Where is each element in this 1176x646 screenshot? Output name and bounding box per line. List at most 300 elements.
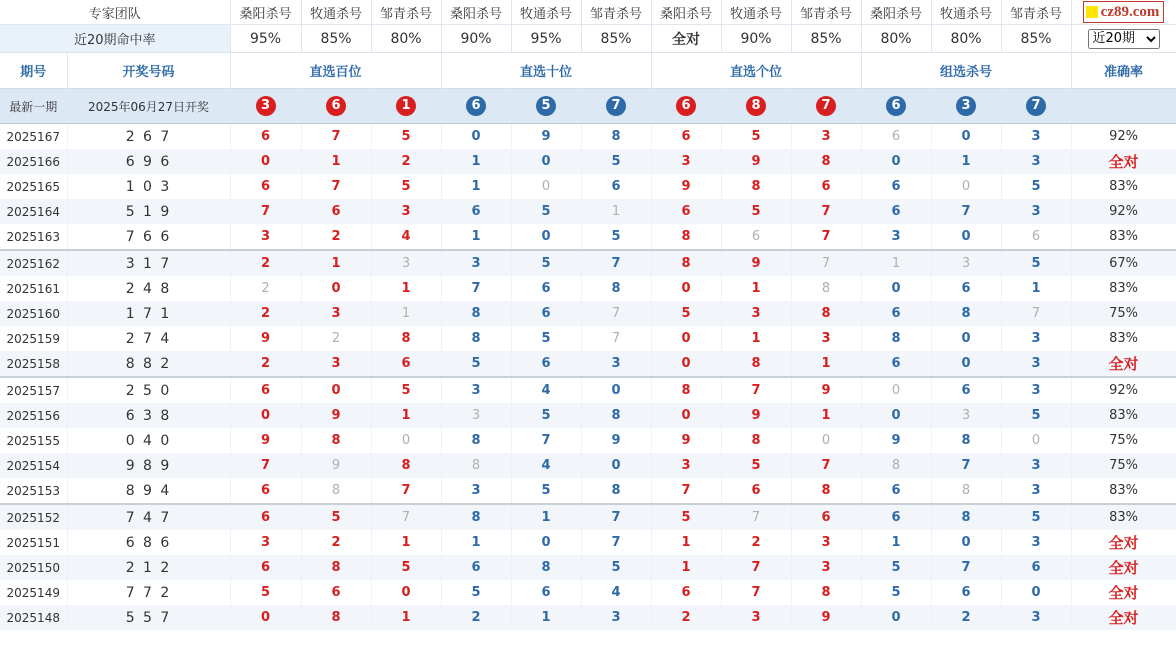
- kill-number-cell: [721, 530, 791, 555]
- kill-number-cell: [230, 403, 301, 428]
- kill-number: 2: [260, 306, 271, 321]
- kill-number-cell: [581, 224, 651, 250]
- kill-number-cell: [230, 580, 301, 605]
- winning-number: 6 8 6: [67, 530, 230, 555]
- kill-number: 7: [541, 433, 551, 448]
- kill-number: 0: [961, 356, 971, 371]
- kill-number-cell: [301, 224, 371, 250]
- kill-number: 1: [471, 535, 481, 550]
- latest-ball-cell: [230, 89, 301, 124]
- table-row: [0, 403, 1176, 428]
- kill-number-cell: [301, 250, 371, 276]
- kill-number-cell: [1001, 199, 1071, 224]
- kill-number: 8: [471, 458, 481, 473]
- kill-number: 7: [961, 458, 971, 473]
- kill-number-cell: [931, 149, 1001, 174]
- latest-ball-cell: [861, 89, 931, 124]
- kill-number-cell: [931, 351, 1001, 377]
- kill-number: 5: [611, 560, 621, 575]
- kill-number: 6: [260, 510, 271, 525]
- kill-number-cell: [931, 555, 1001, 580]
- accuracy: 75%: [1071, 301, 1176, 326]
- kill-number-cell: [721, 580, 791, 605]
- kill-number: 8: [751, 433, 761, 448]
- table-row: [0, 276, 1176, 301]
- kill-number-cell: [1001, 124, 1071, 150]
- kill-number: 9: [260, 433, 271, 448]
- kill-number-cell: [441, 555, 511, 580]
- kill-number-cell: [931, 174, 1001, 199]
- latest-accuracy: [1071, 89, 1176, 124]
- kill-ball: 6: [676, 96, 696, 116]
- kill-number-cell: [511, 351, 581, 377]
- kill-number: 3: [821, 535, 831, 550]
- kill-number: 6: [260, 129, 271, 144]
- kill-number: 1: [821, 356, 831, 371]
- table-row: [0, 580, 1176, 605]
- kill-number-cell: [581, 199, 651, 224]
- kill-number-cell: [721, 326, 791, 351]
- kill-number-cell: [301, 605, 371, 630]
- kill-number: 7: [260, 458, 271, 473]
- kill-number-cell: [791, 351, 861, 377]
- kill-number-cell: [1001, 478, 1071, 504]
- kill-number-cell: [1001, 250, 1071, 276]
- kill-number-cell: [791, 605, 861, 630]
- kill-number-cell: [230, 453, 301, 478]
- kill-number: 6: [891, 356, 901, 371]
- kill-number-cell: [441, 377, 511, 403]
- kill-number-cell: [441, 124, 511, 150]
- logo-link[interactable]: [1083, 1, 1165, 23]
- kill-number-cell: [371, 124, 441, 150]
- kill-number: 5: [611, 229, 621, 244]
- period-select-cell[interactable]: [1071, 25, 1176, 53]
- kill-number-cell: [861, 453, 931, 478]
- kill-number-cell: [230, 276, 301, 301]
- kill-number: 5: [331, 510, 341, 525]
- kill-number: 0: [541, 229, 551, 244]
- kill-number-cell: [721, 174, 791, 199]
- kill-number-cell: [230, 351, 301, 377]
- kill-number: 8: [541, 560, 551, 575]
- kill-number-cell: [651, 124, 721, 150]
- kill-number-cell: [721, 428, 791, 453]
- latest-ball-cell: [511, 89, 581, 124]
- kill-number-cell: [1001, 224, 1071, 250]
- issue-number: 2025165: [0, 174, 67, 199]
- kill-number-cell: [931, 428, 1001, 453]
- kill-number: 5: [401, 129, 411, 144]
- kill-number-cell: [371, 224, 441, 250]
- kill-number: 8: [961, 510, 971, 525]
- kill-number: 9: [751, 408, 761, 423]
- accuracy: 全对: [1071, 530, 1176, 555]
- kill-number: 8: [751, 356, 761, 371]
- kill-number: 0: [891, 383, 901, 398]
- kill-number: 6: [260, 383, 271, 398]
- kill-number: 5: [1031, 179, 1041, 194]
- table-row: [0, 377, 1176, 403]
- column-header-row: [0, 53, 1176, 89]
- kill-number: 1: [471, 154, 481, 169]
- kill-number: 0: [961, 331, 971, 346]
- kill-number-cell: [301, 174, 371, 199]
- kill-number: 1: [401, 306, 411, 321]
- kill-number-cell: [371, 301, 441, 326]
- kill-number-cell: [511, 453, 581, 478]
- kill-number-cell: [721, 555, 791, 580]
- kill-number: 6: [1031, 560, 1041, 575]
- kill-number-cell: [511, 326, 581, 351]
- kill-number-cell: [511, 174, 581, 199]
- accuracy: 全对: [1071, 351, 1176, 377]
- kill-number: 3: [1031, 483, 1041, 498]
- issue-number: 2025159: [0, 326, 67, 351]
- kill-number: 0: [681, 408, 691, 423]
- kill-number: 7: [821, 458, 831, 473]
- kill-number: 0: [681, 331, 691, 346]
- kill-number-cell: [581, 124, 651, 150]
- issue-number: 2025160: [0, 301, 67, 326]
- kill-number-cell: [791, 174, 861, 199]
- kill-ball: 6: [326, 96, 346, 116]
- expert-name: 邹青杀号: [371, 0, 441, 25]
- kill-ball: 3: [956, 96, 976, 116]
- kill-number: 8: [611, 281, 621, 296]
- kill-number: 2: [261, 281, 270, 296]
- kill-number: 6: [471, 560, 481, 575]
- kill-number: 1: [751, 281, 761, 296]
- winning-number: 7 4 7: [67, 504, 230, 530]
- kill-number-cell: [441, 530, 511, 555]
- kill-number: 2: [681, 610, 691, 625]
- kill-number: 5: [471, 585, 481, 600]
- hit-rate: 95%: [230, 25, 301, 53]
- kill-number: 7: [821, 204, 831, 219]
- kill-number-cell: [861, 377, 931, 403]
- kill-number: 1: [471, 229, 481, 244]
- kill-number-cell: [651, 276, 721, 301]
- kill-ball: 6: [886, 96, 906, 116]
- table-row: [0, 174, 1176, 199]
- kill-number-cell: [230, 504, 301, 530]
- kill-number: 1: [821, 408, 831, 423]
- kill-number: 5: [401, 560, 411, 575]
- kill-number: 0: [541, 154, 551, 169]
- hit-rate-row: [0, 25, 1176, 53]
- kill-number-cell: [651, 478, 721, 504]
- kill-number: 7: [401, 483, 411, 498]
- table-row: [0, 224, 1176, 250]
- kill-ball: 7: [606, 96, 626, 116]
- kill-number: 0: [401, 433, 411, 448]
- accuracy: 83%: [1071, 504, 1176, 530]
- kill-number: 1: [891, 256, 901, 271]
- kill-number: 1: [401, 281, 411, 296]
- kill-number-cell: [931, 224, 1001, 250]
- kill-number: 5: [1031, 256, 1041, 271]
- kill-number: 0: [1031, 433, 1041, 448]
- kill-number: 6: [1031, 229, 1041, 244]
- kill-number: 0: [611, 383, 621, 398]
- issue-number: 2025156: [0, 403, 67, 428]
- expert-name: 牧通杀号: [511, 0, 581, 25]
- kill-number: 1: [541, 610, 551, 625]
- kill-number-cell: [791, 149, 861, 174]
- kill-number-cell: [1001, 580, 1071, 605]
- kill-number-cell: [791, 276, 861, 301]
- hit-rate-label: 近20期命中率: [0, 25, 230, 53]
- kill-number: 5: [751, 129, 761, 144]
- kill-number-cell: [371, 555, 441, 580]
- kill-number: 3: [1031, 610, 1041, 625]
- kill-number: 3: [1031, 356, 1041, 371]
- kill-number: 1: [961, 154, 971, 169]
- accuracy: 全对: [1071, 149, 1176, 174]
- kill-number-cell: [230, 224, 301, 250]
- kill-number-cell: [511, 478, 581, 504]
- kill-number: 6: [751, 483, 761, 498]
- kill-number: 0: [891, 408, 901, 423]
- kill-number: 7: [611, 510, 621, 525]
- kill-number: 7: [471, 281, 481, 296]
- kill-number-cell: [581, 403, 651, 428]
- kill-number-cell: [861, 149, 931, 174]
- kill-number-cell: [931, 199, 1001, 224]
- kill-number: 9: [331, 458, 341, 473]
- kill-number: 7: [331, 179, 341, 194]
- kill-number: 1: [401, 408, 411, 423]
- kill-number-cell: [651, 199, 721, 224]
- kill-number-cell: [931, 250, 1001, 276]
- kill-number: 6: [471, 204, 481, 219]
- kill-number: 9: [681, 179, 691, 194]
- kill-number-cell: [371, 453, 441, 478]
- group-hundreds: 直选百位: [230, 53, 441, 89]
- latest-label: 最新一期: [0, 89, 67, 124]
- kill-number: 7: [751, 560, 761, 575]
- table-row: [0, 555, 1176, 580]
- expert-name: 邹青杀号: [1001, 0, 1071, 25]
- kill-number-cell: [581, 351, 651, 377]
- kill-number-cell: [791, 377, 861, 403]
- kill-number: 6: [891, 129, 901, 144]
- kill-number: 0: [961, 229, 971, 244]
- kill-number: 0: [541, 535, 551, 550]
- kill-number: 5: [401, 383, 411, 398]
- kill-number-cell: [791, 504, 861, 530]
- kill-number-cell: [441, 250, 511, 276]
- kill-number: 3: [260, 229, 271, 244]
- kill-number-cell: [301, 351, 371, 377]
- kill-number: 9: [331, 408, 341, 423]
- kill-number: 3: [961, 408, 971, 423]
- kill-number: 2: [751, 535, 761, 550]
- kill-number-cell: [791, 580, 861, 605]
- kill-number: 8: [331, 433, 341, 448]
- kill-number-cell: [1001, 403, 1071, 428]
- winning-number: 5 1 9: [67, 199, 230, 224]
- col-win: 开奖号码: [67, 53, 230, 89]
- kill-number-cell: [861, 530, 931, 555]
- table-row: [0, 478, 1176, 504]
- kill-number-cell: [441, 478, 511, 504]
- kill-number: 8: [611, 408, 621, 423]
- issue-number: 2025162: [0, 250, 67, 276]
- kill-number: 8: [471, 331, 481, 346]
- table-row: [0, 250, 1176, 276]
- kill-number-cell: [581, 174, 651, 199]
- kill-number-cell: [371, 276, 441, 301]
- kill-number-cell: [441, 580, 511, 605]
- kill-number: 6: [961, 585, 971, 600]
- kill-number: 3: [681, 154, 691, 169]
- kill-number-cell: [441, 453, 511, 478]
- kill-number: 8: [821, 585, 831, 600]
- kill-number: 9: [821, 610, 831, 625]
- kill-number-cell: [581, 504, 651, 530]
- kill-number: 3: [471, 256, 481, 271]
- kill-number-cell: [861, 174, 931, 199]
- kill-number-cell: [1001, 555, 1071, 580]
- kill-number: 8: [821, 281, 831, 296]
- kill-number: 3: [1031, 204, 1041, 219]
- hit-rate: 85%: [1001, 25, 1071, 53]
- kill-number-cell: [230, 605, 301, 630]
- kill-number: 0: [1031, 585, 1041, 600]
- kill-number-cell: [371, 428, 441, 453]
- kill-number-cell: [1001, 326, 1071, 351]
- kill-number-cell: [230, 199, 301, 224]
- kill-number: 9: [611, 433, 621, 448]
- kill-number-cell: [721, 250, 791, 276]
- kill-number-cell: [301, 403, 371, 428]
- kill-number-cell: [441, 504, 511, 530]
- kill-number-cell: [651, 530, 721, 555]
- kill-number: 3: [331, 356, 341, 371]
- site-logo[interactable]: [1071, 0, 1176, 25]
- table-row: [0, 504, 1176, 530]
- kill-number: 8: [961, 433, 971, 448]
- kill-number-cell: [441, 174, 511, 199]
- kill-number-cell: [371, 326, 441, 351]
- kill-number: 9: [681, 433, 691, 448]
- kill-number: 6: [681, 129, 691, 144]
- kill-number-cell: [371, 403, 441, 428]
- kill-number-cell: [441, 276, 511, 301]
- kill-number: 3: [401, 256, 411, 271]
- latest-ball-cell: [441, 89, 511, 124]
- kill-number: 1: [751, 331, 761, 346]
- table-row: [0, 428, 1176, 453]
- kill-number-cell: [441, 199, 511, 224]
- kill-number: 5: [541, 331, 551, 346]
- kill-number: 7: [681, 483, 691, 498]
- kill-number-cell: [581, 377, 651, 403]
- kill-number-cell: [651, 453, 721, 478]
- expert-name: 桑阳杀号: [230, 0, 301, 25]
- kill-number-cell: [1001, 605, 1071, 630]
- kill-number-cell: [230, 149, 301, 174]
- kill-number: 6: [331, 204, 341, 219]
- kill-number-cell: [721, 224, 791, 250]
- kill-number: 6: [401, 356, 411, 371]
- kill-number: 6: [821, 510, 831, 525]
- kill-number-cell: [721, 149, 791, 174]
- kill-number-cell: [651, 149, 721, 174]
- hit-rate: 全对: [651, 25, 721, 53]
- kill-number: 5: [751, 458, 761, 473]
- kill-number: 2: [331, 535, 341, 550]
- kill-number: 9: [751, 154, 761, 169]
- accuracy: 75%: [1071, 428, 1176, 453]
- winning-number: 1 7 1: [67, 301, 230, 326]
- kill-number: 3: [471, 408, 481, 423]
- logo-square-icon: [1086, 6, 1098, 18]
- kill-number-cell: [230, 174, 301, 199]
- period-select[interactable]: [1088, 29, 1160, 49]
- kill-number-cell: [651, 250, 721, 276]
- kill-number-cell: [511, 149, 581, 174]
- kill-number-cell: [791, 301, 861, 326]
- table-row: [0, 124, 1176, 150]
- kill-number: 0: [961, 129, 971, 144]
- kill-number-cell: [861, 580, 931, 605]
- kill-number: 6: [541, 585, 551, 600]
- kill-number-cell: [301, 199, 371, 224]
- kill-number: 3: [1031, 458, 1041, 473]
- issue-number: 2025149: [0, 580, 67, 605]
- kill-number: 0: [681, 356, 691, 371]
- kill-number: 4: [541, 383, 551, 398]
- kill-number-cell: [791, 199, 861, 224]
- kill-number-cell: [371, 377, 441, 403]
- kill-number-cell: [230, 428, 301, 453]
- kill-number: 6: [681, 585, 691, 600]
- kill-number: 3: [1031, 383, 1041, 398]
- kill-number-cell: [651, 428, 721, 453]
- kill-number: 5: [611, 154, 621, 169]
- kill-number-cell: [791, 403, 861, 428]
- winning-number: 7 6 6: [67, 224, 230, 250]
- kill-number-cell: [861, 224, 931, 250]
- kill-number: 8: [681, 229, 691, 244]
- kill-number-cell: [301, 453, 371, 478]
- kill-number: 5: [891, 585, 901, 600]
- kill-number: 1: [331, 256, 341, 271]
- kill-number-cell: [791, 124, 861, 150]
- kill-number: 2: [260, 356, 271, 371]
- kill-number-cell: [791, 530, 861, 555]
- latest-ball-cell: [1001, 89, 1071, 124]
- kill-number-cell: [1001, 149, 1071, 174]
- kill-number: 6: [260, 560, 271, 575]
- kill-number-cell: [721, 301, 791, 326]
- winning-number: 2 6 7: [67, 124, 230, 150]
- kill-number: 6: [821, 179, 831, 194]
- kill-number-cell: [441, 351, 511, 377]
- kill-number: 6: [891, 483, 901, 498]
- kill-number: 3: [471, 383, 481, 398]
- kill-number: 6: [681, 204, 691, 219]
- latest-ball-cell: [931, 89, 1001, 124]
- kill-number-cell: [301, 326, 371, 351]
- kill-number: 4: [401, 229, 411, 244]
- team-label: 专家团队: [0, 0, 230, 25]
- kill-number: 9: [260, 331, 271, 346]
- kill-number: 7: [751, 510, 761, 525]
